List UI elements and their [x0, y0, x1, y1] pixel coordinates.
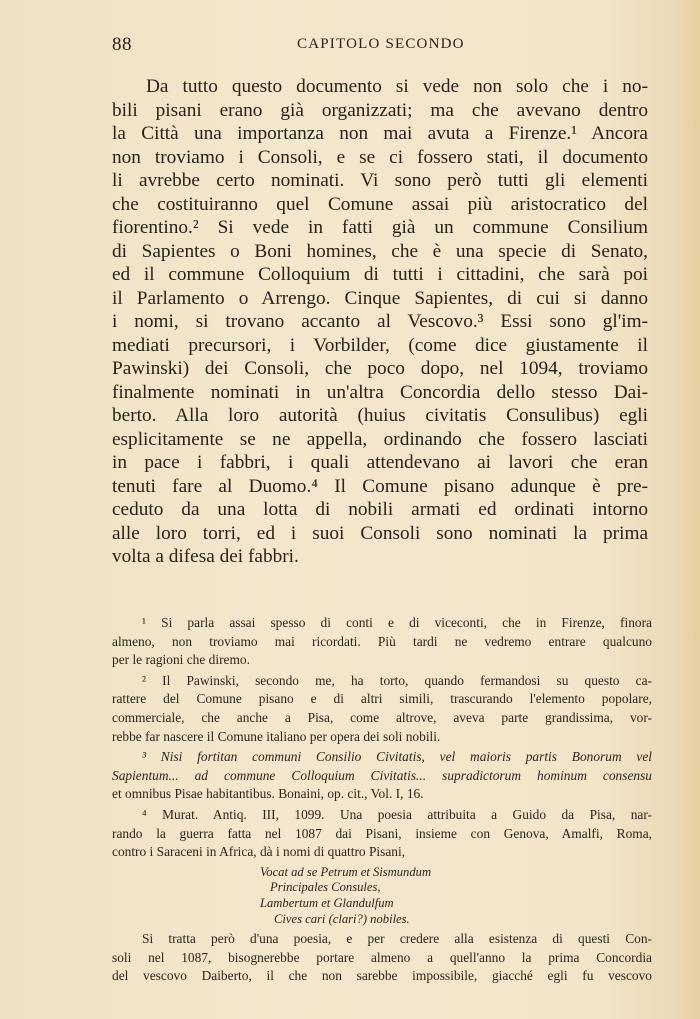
text-line: non troviamo i Consoli, e se ci fossero stati, il documento	[112, 146, 648, 168]
text-line: Pawinski) dei Consoli, che poco dopo, nel 1094, troviamo	[112, 358, 648, 379]
footnote-line: del vescovo Daiberto, il che non sarebbe impossibile, giacché egli fu vescovo	[112, 968, 652, 984]
page-number: 88	[112, 34, 132, 55]
poem-line: Lambertum et Glandulfum	[260, 895, 394, 910]
page-header	[112, 34, 652, 56]
text-line: tenuti fare al Duomo.⁴ Il Comune pisano adunque è pre-	[112, 475, 648, 497]
text-line: in pace i fabbri, i quali attendevano ai lavori che eran	[112, 452, 648, 473]
text-line: mediati precursori, i Vorbilder, (come dice giustamente il	[112, 334, 648, 356]
text-line: bili pisani erano già organizzati; ma che avevano dentro	[112, 99, 648, 121]
text-line: li avrebbe certo nominati. Vi sono però tutti gli elementi	[112, 170, 648, 191]
poem-line: Principales Consules,	[270, 880, 381, 895]
text-line: la Città una importanza non mai avuta a Firenze.¹ Ancora	[112, 123, 648, 144]
footnote-line: soli nel 1087, bisognerebbe portare almeno a quell'anno la prima Concordia	[112, 949, 652, 965]
text-line: finalmente nominati in un'altra Concordia dello stesso Dai-	[112, 381, 648, 403]
text-line: alle loro torri, ed i suoi Consoli sono nominati la prima	[112, 522, 648, 544]
closing-note	[112, 930, 652, 986]
footnote-line: rebbe far nascere il Comune italiano per opera dei soli nobili.	[112, 728, 441, 744]
footnote-4	[112, 806, 652, 862]
text-line: ed il commune Colloquium di tutti i cittadini, che sarà poi	[112, 264, 648, 285]
page-edge-shadow	[678, 0, 700, 1019]
footnote-line: ¹ Si parla assai spesso di conti e di viceconti, che in Firenze, finora	[142, 615, 652, 630]
footnotes	[112, 614, 652, 988]
text-line: fiorentino.² Si vede in fatti già un commune Consilium	[112, 217, 648, 238]
footnote-line: commerciale, che anche a Pisa, come altrove, aveva parte grandissima, vor-	[112, 709, 652, 725]
footnote-line: et omnibus Pisae habitantibus. Bonaini, op. cit., Vol. I, 16.	[112, 786, 424, 802]
footnote-line: Si tratta però d'una poesia, e per credere alla esistenza di questi Con-	[142, 931, 652, 947]
text-line: che costituiranno quel Comune assai più aristocratico del	[112, 193, 648, 215]
quoted-poem	[260, 865, 652, 927]
text-line: il Parlamento o Arrengo. Cinque Sapientes, di cui si danno	[112, 287, 648, 309]
text-line: berto. Alla loro autorità (huius civitatis Consulibus) egli	[112, 405, 648, 426]
poem-line: Vocat ad se Petrum et Sismundum	[260, 864, 432, 879]
footnote-line: ³ Nisi fortitan communi Consilio Civitatis, vel maioris partis Bonorum vel	[142, 749, 652, 765]
text-line: Da tutto questo documento si vede non solo che i no-	[146, 76, 648, 97]
footnote-2	[112, 672, 652, 746]
footnote-line: per le ragioni che diremo.	[112, 652, 250, 668]
text-line: volta a difesa dei fabbri.	[112, 546, 299, 567]
main-paragraph	[112, 75, 648, 569]
running-head: CAPITOLO SECONDO	[297, 36, 465, 52]
text-line: esplicitamente se ne appella, ordinando che fossero lasciati	[112, 428, 648, 450]
text-line: ceduto da una lotta di nobili armati ed ordinati intorno	[112, 499, 648, 520]
footnote-line: rattere del Comune pisano e di altri simili, trascurando l'elemento popolare,	[112, 691, 652, 707]
footnote-line: rando la guerra fatta nel 1087 dai Pisani, insieme con Genova, Amalfi, Roma,	[112, 825, 652, 841]
footnote-line: Sapientum... ad commune Colloquium Civitatis... supradictorum hominum consensu	[112, 767, 652, 783]
poem-line: Cives cari (clari?) nobiles.	[274, 911, 410, 926]
footnote-line: ⁴ Murat. Antiq. III, 1099. Una poesia attribuita a Guido da Pisa, nar-	[142, 806, 652, 822]
text-line: i nomi, si trovano accanto al Vescovo.³ Essi sono gl'im-	[112, 311, 648, 332]
text-line: di Sapientes o Boni homines, che è una specie di Senato,	[112, 240, 648, 262]
footnote-line: almeno, non troviamo mai ricordati. Più tardi ne vedremo entrare qualcuno	[112, 633, 652, 649]
footnote-1	[112, 614, 652, 670]
footnote-line: contro i Saraceni in Africa, dà i nomi di quattro Pisani,	[112, 844, 406, 860]
footnote-3	[112, 748, 652, 804]
footnote-line: ² Il Pawinski, secondo me, ha torto, quando fermandosi su questo ca-	[142, 672, 652, 688]
